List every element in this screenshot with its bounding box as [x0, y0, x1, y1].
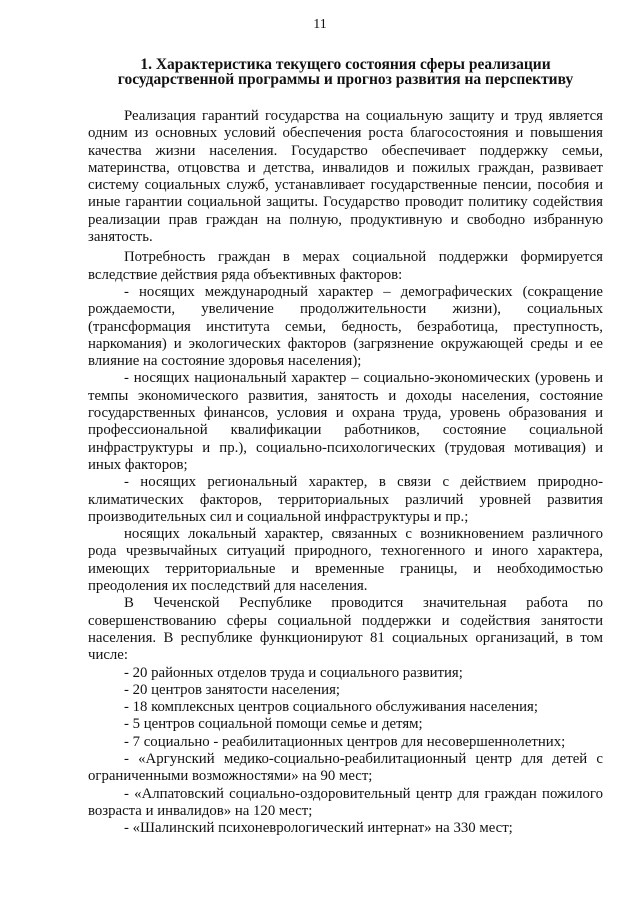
section-heading	[88, 57, 603, 87]
document-body	[88, 108, 603, 837]
list-item: - 5 центров социальной помощи семье и детям;	[124, 716, 423, 733]
list-item: - 18 комплексных центров социального обслуживания населения;	[124, 699, 538, 716]
heading-line-2: государственной программы и прогноз развития на перспективу	[117, 71, 574, 88]
list-item: - «Аргунский медико-социально-реабилитационный центр для детей с ограниченными возможностями» на 90 мест;	[88, 750, 603, 785]
list-item: - «Шалинский психоневрологический интернат» на 330 мест;	[124, 820, 513, 837]
page-number: 11	[313, 17, 327, 32]
list-item: - 20 районных отделов труда и социального развития;	[124, 664, 463, 681]
paragraph-factors: Потребность граждан в мерах социальной поддержки формируется вследствие действия ряда объективных факторов:	[88, 249, 603, 283]
paragraph-intro: Реализация гарантий государства на социальную защиту и труд является одним из основных условий обеспечения роста благосостояния и повышения качества жизни населения. Государство обеспечивает поддержку семьи, материнства, отцовства и детства, инвалидов и пожилых граждан, развивает систему социальных служб, устанавливает государственные пенсии, пособия и иные гарантии социальной защиты. Государство проводит политику содействия реализации прав граждан на полную, продуктивную и свободно избранную занятость.	[88, 108, 603, 246]
heading-line-1: 1. Характеристика текущего состояния сферы реализации	[140, 56, 551, 73]
list-item-local: носящих локальный характер, связанных с возникновением различного рода чрезвычайных ситуаций природного, техногенного и иного характера, имеющих территориальные и временные границы, и необходимостью преодоления их последствий для населения.	[88, 526, 603, 595]
list-item: - «Алпатовский социально-оздоровительный центр для граждан пожилого возраста и инвалидов» на 120 мест;	[88, 785, 603, 819]
paragraph-chechen-republic: В Чеченской Республике проводится значительная работа по совершенствованию сферы социальной поддержки и содействия занятости населения. В республике функционируют 81 социальных организаций, в том числе:	[88, 595, 603, 664]
list-item-national: - носящих национальный характер – социально-экономических (уровень и темпы экономического развития, занятость и доходы населения, состояние государственных финансов, условия и охрана труда, уровень образования и профессиональной квалификации работников, состояние социальной инфраструктуры и пр.), социально-психологических (трудовая мотивация) и иных факторов;	[88, 370, 603, 473]
list-item-regional: - носящих региональный характер, в связи с действием природно-климатических факторов, территориальных различий уровней развития производительных сил и социальной инфраструктуры и пр.;	[88, 474, 603, 525]
list-item: - 20 центров занятости населения;	[124, 681, 340, 698]
list-item-international: - носящих международный характер – демографических (сокращение рождаемости, увеличение продолжительности жизни), социальных (трансформация института семьи, бедность, безработица, преступность, наркомания) и экологических факторов (загрязнение окружающей среды и ее влияние на состояние здоровья населения);	[88, 283, 603, 370]
list-item: - 7 социально - реабилитационных центров для несовершеннолетних;	[124, 733, 566, 750]
